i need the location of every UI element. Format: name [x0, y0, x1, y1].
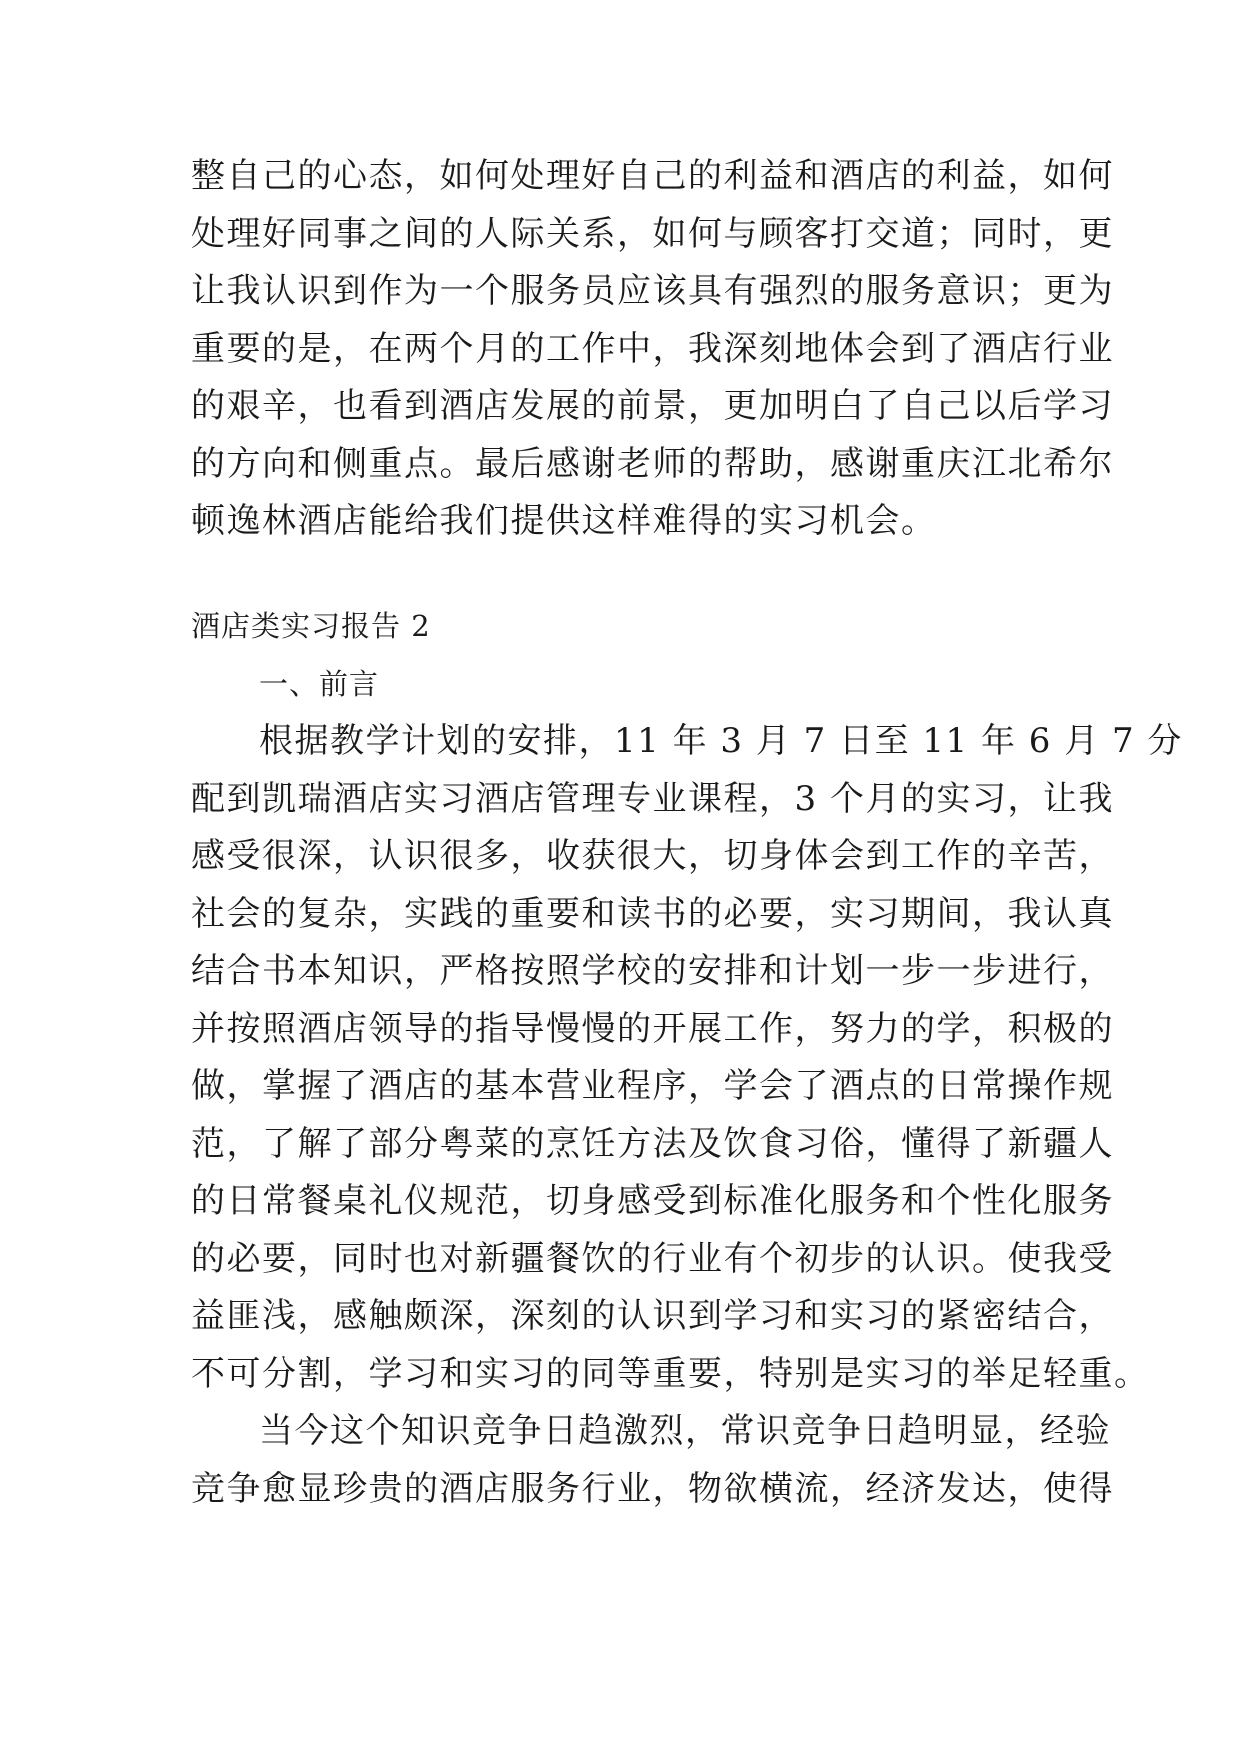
text-line: 整自己的心态，如何处理好自己的利益和酒店的利益，如何 [191, 156, 1114, 196]
text-line: 竞争愈显珍贵的酒店服务行业，物欲横流，经济发达，使得 [191, 1468, 1114, 1509]
paragraph-context [191, 1403, 1114, 1518]
text-line: 当今这个知识竞争日趋激烈，常识竞争日趋明显，经验 [259, 1411, 1111, 1451]
text-line: 的必要，同时也对新疆餐饮的行业有个初步的认识。使我受 [191, 1238, 1114, 1279]
text-line: 顿逸林酒店能给我们提供这样难得的实习机会。 [191, 501, 937, 541]
text-line: 的方向和侧重点。最后感谢老师的帮助，感谢重庆江北希尔 [191, 443, 1114, 484]
text-line: 处理好同事之间的人际关系，如何与顾客打交道；同时，更 [191, 213, 1114, 254]
text-line: 配到凯瑞酒店实习酒店管理专业课程，3 个月的实习，让我 [191, 778, 1114, 819]
text-line: 感受很深，认识很多，收获很大，切身体会到工作的辛苦， [191, 836, 1114, 876]
text-line: 的艰辛，也看到酒店发展的前景，更加明白了自己以后学习 [191, 386, 1114, 426]
section-heading: 一、前言 [259, 666, 380, 701]
text-line: 益匪浅，感触颇深，深刻的认识到学习和实习的紧密结合， [191, 1296, 1114, 1336]
report-section [191, 598, 1183, 1518]
text-line: 的日常餐桌礼仪规范，切身感受到标准化服务和个性化服务 [191, 1181, 1114, 1221]
text-line: 根据教学计划的安排，11 年 3 月 7 日至 11 年 6 月 7 分 [259, 721, 1183, 761]
text-line: 做，掌握了酒店的基本营业程序，学会了酒点的日常操作规 [191, 1066, 1114, 1106]
text-line: 范，了解了部分粤菜的烹饪方法及饮食习俗，懂得了新疆人 [191, 1123, 1114, 1164]
text-line: 结合书本知识，严格按照学校的安排和计划一步一步进行， [191, 951, 1114, 991]
paragraph-intro [191, 713, 1183, 1403]
text-line: 让我认识到作为一个服务员应该具有强烈的服务意识；更为 [191, 271, 1114, 311]
text-line: 重要的是，在两个月的工作中，我深刻地体会到了酒店行业 [191, 328, 1114, 369]
text-line: 不可分割，学习和实习的同等重要，特别是实习的举足轻重。 [191, 1353, 1150, 1394]
continuation-paragraph [191, 148, 1114, 551]
text-line: 社会的复杂，实践的重要和读书的必要，实习期间，我认真 [191, 893, 1114, 934]
text-line: 并按照酒店领导的指导慢慢的开展工作，努力的学，积极的 [191, 1008, 1114, 1049]
report-title: 酒店类实习报告 2 [191, 609, 431, 643]
